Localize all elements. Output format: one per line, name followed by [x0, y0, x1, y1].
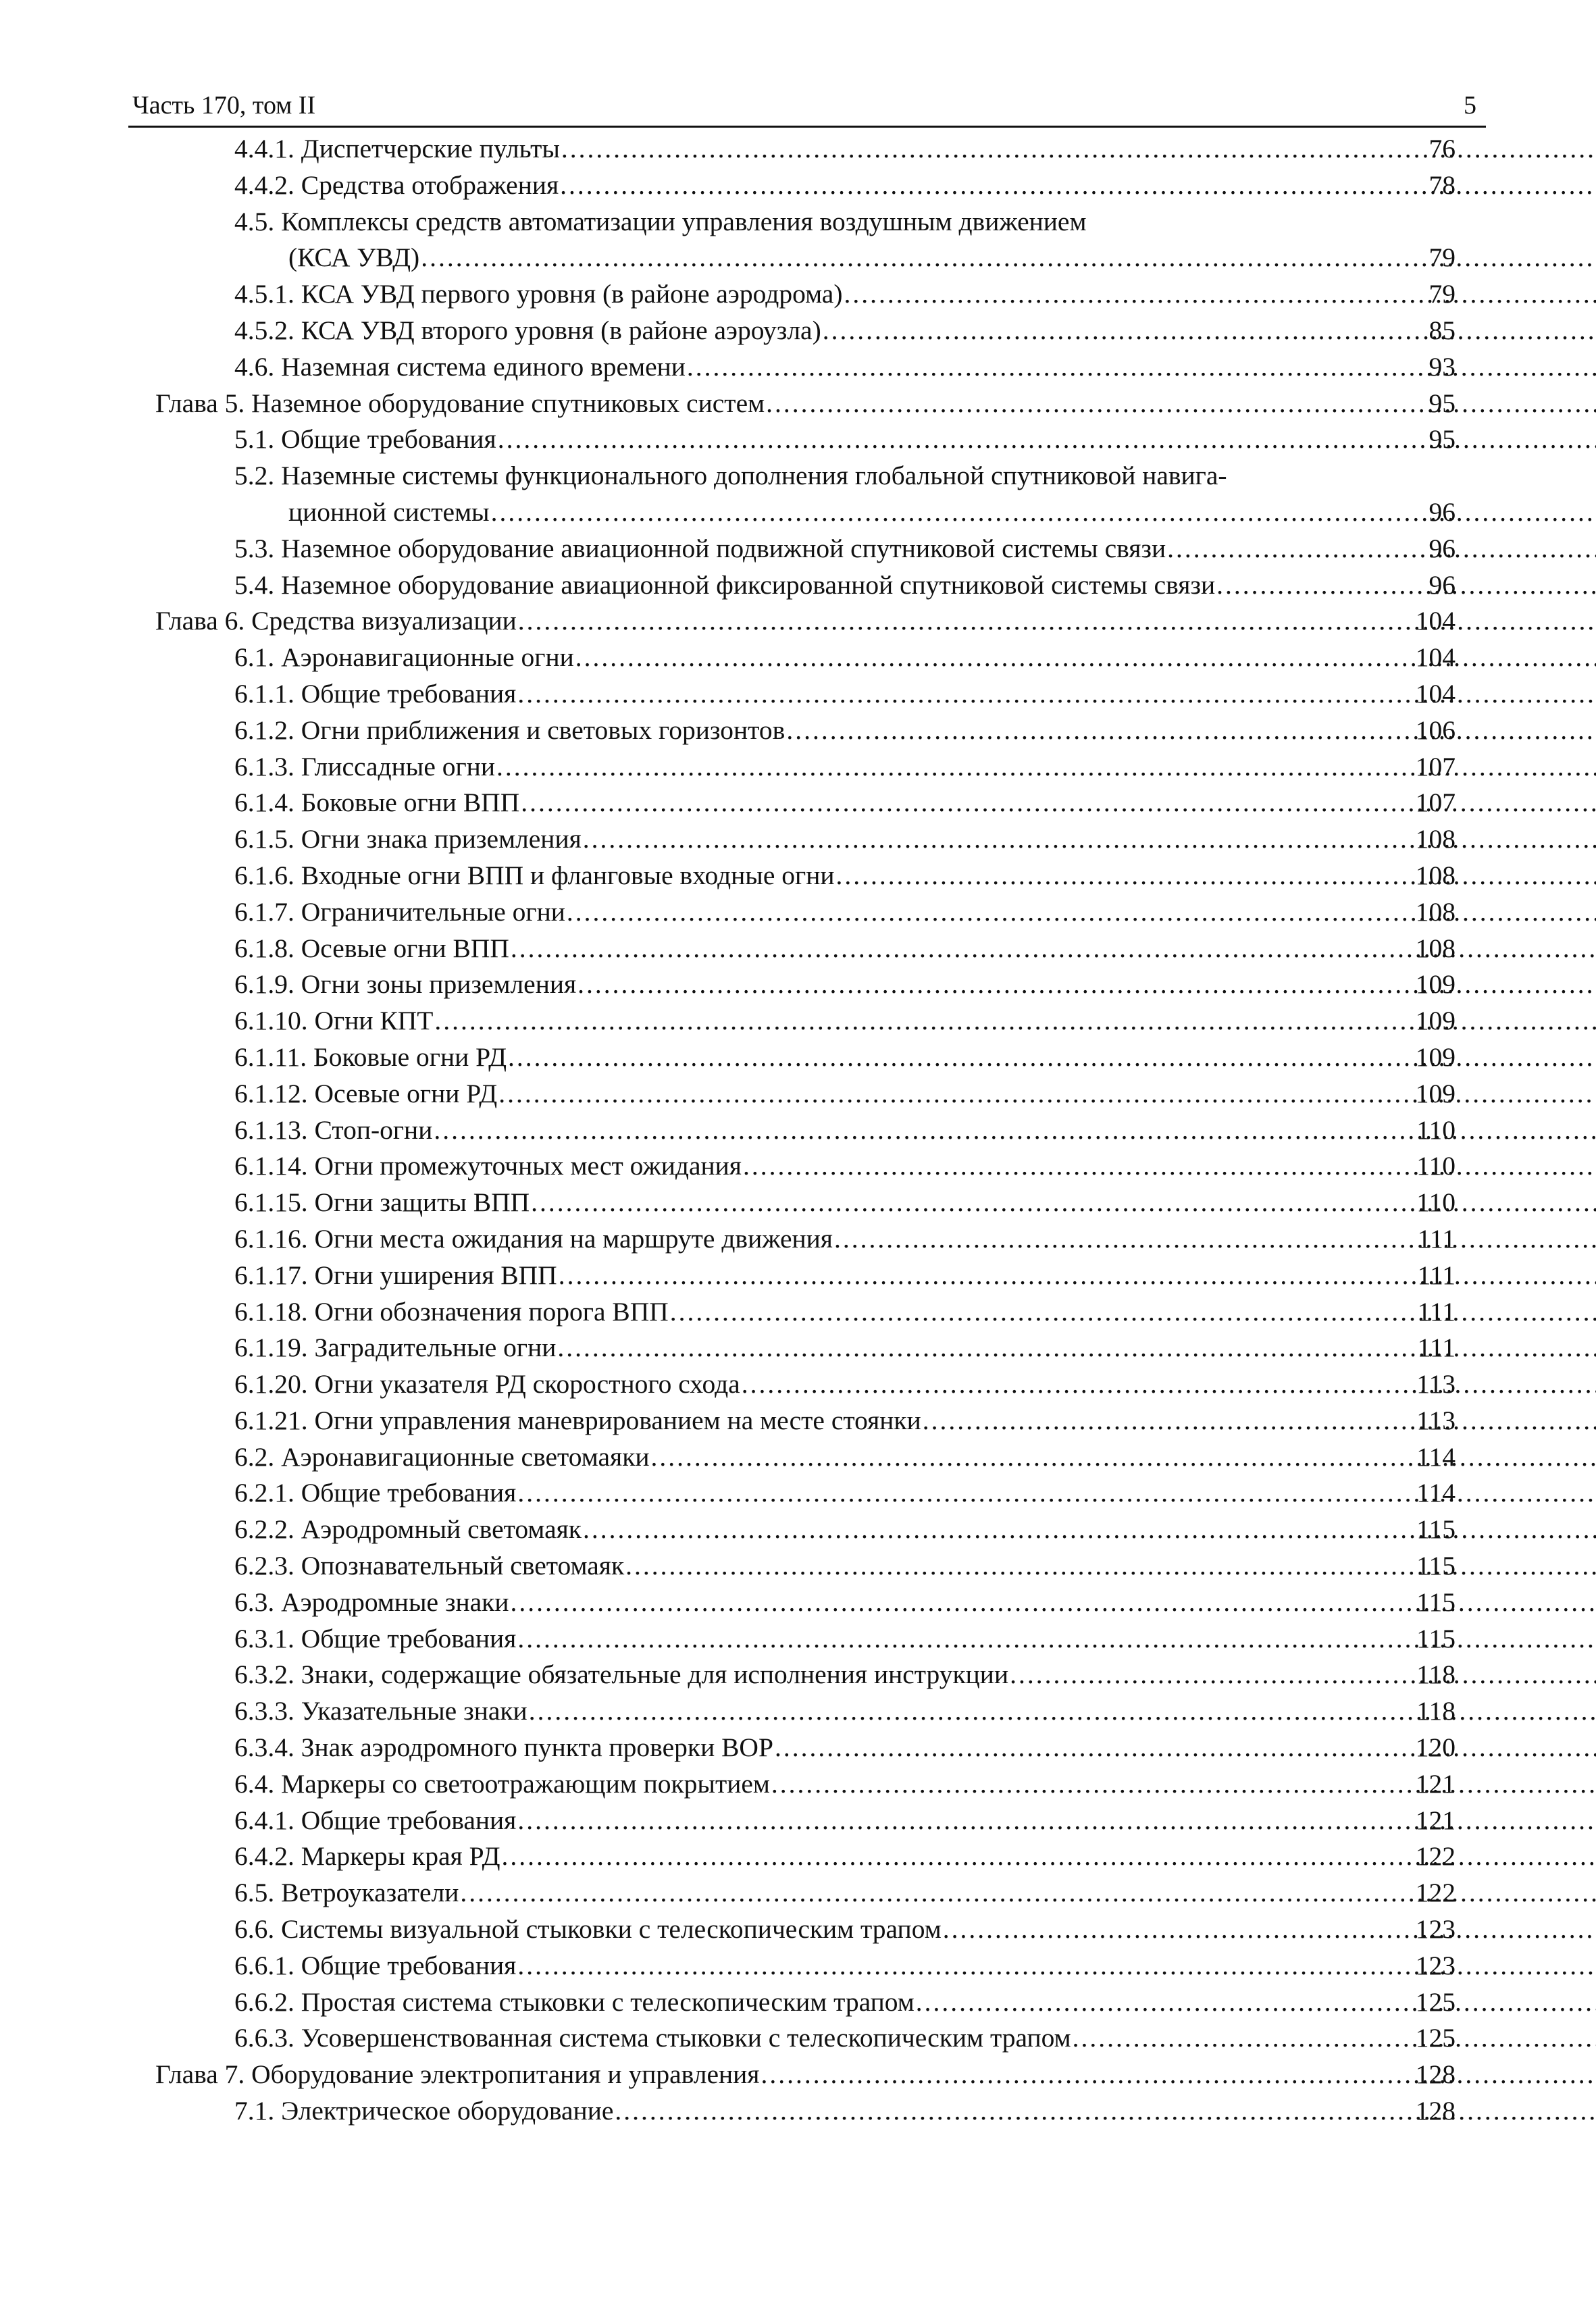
toc-entry-title: 6.3.4. Знак аэродромного пункта проверки ВОР — [234, 1732, 773, 1763]
header-rule — [128, 126, 1486, 128]
toc-entry — [234, 1475, 1456, 1512]
toc-entry — [234, 1185, 1456, 1221]
toc-entry — [234, 204, 1456, 277]
dot-leader — [943, 1911, 1596, 1948]
toc-entry — [234, 567, 1456, 604]
toc-entry-title: 6.6.1. Общие требования — [234, 1950, 517, 1980]
toc-entry — [234, 1948, 1456, 1984]
toc-entry — [234, 421, 1456, 458]
toc-entry — [234, 2093, 1456, 2130]
toc-entry-page: 104 — [1415, 606, 1456, 636]
dot-leader — [670, 1294, 1596, 1331]
toc-entry-title: 6.1.21. Огни управления маневрированием на месте стоянки — [234, 1405, 921, 1435]
toc-entry-title: 6.1.14. Огни промежуточных мест ожидания — [234, 1151, 742, 1181]
toc-entry-title: 7.1. Электрическое оборудование — [234, 2096, 614, 2126]
toc-chapter-entry — [155, 603, 1456, 640]
toc-entry-page: 111 — [1417, 1223, 1456, 1254]
toc-entry-page: 107 — [1415, 788, 1456, 818]
toc-entry-page: 79 — [1428, 242, 1456, 273]
dot-leader — [1073, 2020, 1596, 2057]
toc-entry-title: 6.1.6. Входные огни ВПП и фланговые входные огни — [234, 860, 835, 890]
toc-entry-title: 6.1.5. Огни знака приземления — [234, 824, 582, 854]
toc-entry-title: 6.1.10. Огни КПТ — [234, 1006, 434, 1036]
running-head — [132, 89, 1476, 122]
toc-entry-title-continued: ционной системы — [288, 496, 490, 527]
toc-entry-title: 5.3. Наземное оборудование авиационной подвижной спутниковой системы связи — [234, 533, 1166, 563]
toc-entry-title: 4.4.1. Диспетчерские пульты — [234, 134, 560, 163]
toc-entry-page: 123 — [1415, 1914, 1456, 1945]
toc-entry-page: 118 — [1416, 1696, 1456, 1726]
toc-entry — [234, 676, 1456, 713]
toc-entry-title: 6.3.2. Знаки, содержащие обязательные для исполнения инструкции — [234, 1660, 1009, 1690]
toc-entry-page: 115 — [1416, 1551, 1456, 1581]
toc-entry-page: 110 — [1416, 1187, 1456, 1218]
dot-leader — [823, 313, 1596, 349]
dot-leader — [775, 1730, 1596, 1766]
toc-entry-title: 6.1.8. Осевые огни ВПП — [234, 933, 509, 963]
table-of-contents — [0, 131, 1596, 2130]
toc-entry — [234, 1148, 1456, 1185]
dot-leader — [771, 1766, 1596, 1803]
toc-entry-page: 122 — [1415, 1841, 1456, 1872]
toc-entry-page: 96 — [1428, 569, 1456, 600]
dot-leader — [742, 1366, 1596, 1403]
toc-entry — [234, 821, 1456, 858]
toc-entry-page: 121 — [1415, 1805, 1456, 1835]
toc-entry-page: 104 — [1415, 642, 1456, 673]
toc-entry-page: 104 — [1415, 678, 1456, 709]
toc-entry-page: 122 — [1415, 1878, 1456, 1908]
dot-leader — [916, 1984, 1596, 2021]
toc-entry — [234, 1585, 1456, 1621]
toc-entry — [234, 931, 1456, 967]
toc-entry-title: 6.2.3. Опознавательный светомаяк — [234, 1551, 625, 1581]
toc-entry-page: 128 — [1415, 2059, 1456, 2090]
toc-entry — [234, 713, 1456, 749]
toc-entry-page: 120 — [1415, 1732, 1456, 1763]
toc-entry — [234, 1766, 1456, 1803]
toc-entry — [234, 1621, 1456, 1657]
toc-entry-title: 4.4.2. Средства отображения — [234, 170, 559, 200]
toc-entry — [234, 1839, 1456, 1875]
toc-entry-page: 125 — [1415, 2023, 1456, 2053]
toc-entry-title: 6.4. Маркеры со светоотражающим покрытием — [234, 1768, 770, 1799]
toc-entry-page: 108 — [1415, 896, 1456, 927]
dot-leader — [766, 386, 1596, 422]
toc-entry-title: 6.1.20. Огни указателя РД скоростного схода — [234, 1369, 740, 1399]
toc-entry-page: 76 — [1428, 134, 1456, 163]
toc-entry-page: 121 — [1415, 1768, 1456, 1799]
toc-entry-page: 125 — [1415, 1986, 1456, 2017]
toc-entry-title: 6.1. Аэронавигационные огни — [234, 642, 574, 673]
toc-entry-title: 6.3.1. Общие требования — [234, 1623, 517, 1653]
toc-entry-page: 107 — [1415, 751, 1456, 781]
toc-entry-title: 6.1.2. Огни приближения и световых горизонтов — [234, 715, 786, 745]
toc-entry — [234, 1693, 1456, 1730]
toc-entry-page: 128 — [1415, 2096, 1456, 2126]
toc-entry-title: 6.6. Системы визуальной стыковки с телескопическим трапом — [234, 1914, 942, 1945]
toc-entry — [234, 2020, 1456, 2057]
toc-entry-title: 6.2.2. Аэродромный светомаяк — [234, 1514, 582, 1545]
toc-entry-title: 6.3.3. Указательные знаки — [234, 1696, 527, 1726]
toc-entry — [234, 349, 1456, 386]
toc-entry-page: 111 — [1417, 1260, 1456, 1290]
toc-entry-title: 5.2. Наземные системы функционального дополнения глобальной спутниковой навига- — [234, 461, 1227, 491]
dot-leader — [1010, 1657, 1596, 1693]
toc-entry-title: 6.1.13. Стоп-огни — [234, 1114, 433, 1145]
toc-entry-title: 6.5. Ветроуказатели — [234, 1878, 459, 1908]
toc-entry-title: 6.6.2. Простая система стыковки с телескопическим трапом — [234, 1986, 915, 2017]
toc-entry — [234, 1911, 1456, 1948]
toc-entry — [234, 131, 1456, 168]
dot-leader — [786, 713, 1596, 749]
toc-entry-page: 115 — [1416, 1587, 1456, 1617]
toc-entry — [234, 313, 1456, 349]
toc-entry — [234, 458, 1456, 531]
dot-leader — [687, 349, 1596, 386]
toc-entry-page: 106 — [1415, 715, 1456, 745]
toc-entry-title: Глава 5. Наземное оборудование спутниковых систем — [155, 388, 765, 418]
dot-leader — [743, 1148, 1596, 1185]
toc-entry — [234, 1803, 1456, 1839]
toc-entry-title: 6.1.4. Боковые огни ВПП — [234, 788, 520, 818]
toc-entry — [234, 1730, 1456, 1766]
toc-entry — [234, 1221, 1456, 1258]
toc-entry-page: 95 — [1428, 388, 1456, 418]
toc-entry-page: 110 — [1416, 1114, 1456, 1145]
toc-entry-page: 113 — [1416, 1405, 1456, 1435]
dot-leader — [835, 858, 1596, 894]
toc-entry-title: 6.3. Аэродромные знаки — [234, 1587, 509, 1617]
toc-entry-page: 85 — [1428, 315, 1456, 345]
toc-entry-page: 115 — [1416, 1623, 1456, 1653]
toc-entry-title: 6.1.11. Боковые огни РД — [234, 1042, 507, 1072]
toc-entry-title: 6.1.1. Общие требования — [234, 678, 517, 709]
toc-entry — [234, 1003, 1456, 1039]
toc-entry-page: 109 — [1415, 1078, 1456, 1108]
toc-entry-page: 109 — [1415, 1006, 1456, 1036]
toc-entry-title-continued: (КСА УВД) — [288, 242, 420, 273]
toc-entry — [234, 640, 1456, 676]
toc-entry — [234, 276, 1456, 313]
toc-entry-title: 5.4. Наземное оборудование авиационной фиксированной спутниковой системы связи — [234, 569, 1216, 600]
toc-entry — [234, 1548, 1456, 1585]
toc-entry-page: 108 — [1415, 860, 1456, 890]
dot-leader — [923, 1403, 1596, 1439]
toc-entry — [234, 967, 1456, 1003]
toc-entry-page: 113 — [1416, 1369, 1456, 1399]
toc-chapter-entry — [155, 386, 1456, 422]
toc-entry-title: 6.6.3. Усовершенствованная система стыковки с телескопическим трапом — [234, 2023, 1071, 2053]
toc-entry-page: 114 — [1416, 1478, 1456, 1508]
toc-entry-page: 110 — [1416, 1151, 1456, 1181]
toc-entry-title: 4.5.1. КСА УВД первого уровня (в районе аэродрома) — [234, 279, 843, 309]
dot-leader — [834, 1221, 1596, 1258]
toc-entry-page: 109 — [1415, 969, 1456, 1000]
toc-entry-page: 115 — [1416, 1514, 1456, 1545]
dot-leader — [761, 2057, 1596, 2093]
toc-entry-page: 111 — [1417, 1296, 1456, 1327]
toc-entry — [234, 1076, 1456, 1112]
toc-entry — [234, 168, 1456, 204]
toc-entry-page: 96 — [1428, 496, 1456, 527]
toc-entry-title: 4.5. Комплексы средств автоматизации управления воздушным движением — [234, 206, 1087, 236]
toc-entry-page: 79 — [1428, 279, 1456, 309]
toc-entry — [234, 749, 1456, 786]
toc-entry-title: 6.1.9. Огни зоны приземления — [234, 969, 577, 1000]
toc-entry-page: 111 — [1417, 1333, 1456, 1363]
toc-entry — [234, 894, 1456, 931]
page-number: 5 — [1464, 91, 1476, 120]
toc-entry-title: 6.2.1. Общие требования — [234, 1478, 517, 1508]
toc-entry — [234, 1112, 1456, 1149]
toc-entry-title: 6.1.16. Огни места ожидания на маршруте движения — [234, 1223, 833, 1254]
toc-entry-title: 6.1.7. Ограничительные огни — [234, 896, 565, 927]
toc-entry-page: 78 — [1428, 170, 1456, 200]
toc-entry — [234, 1039, 1456, 1076]
toc-entry — [234, 531, 1456, 567]
dot-leader — [844, 276, 1596, 313]
toc-entry-title: 6.1.19. Заградительные огни — [234, 1333, 557, 1363]
toc-entry-title: 6.4.2. Маркеры края РД — [234, 1841, 500, 1872]
toc-entry-title: 6.4.1. Общие требования — [234, 1805, 517, 1835]
toc-entry-title: 6.1.3. Глиссадные огни — [234, 751, 495, 781]
toc-entry-page: 108 — [1415, 933, 1456, 963]
toc-entry — [234, 1984, 1456, 2021]
running-head-title: Часть 170, том II — [132, 91, 316, 120]
toc-entry — [234, 858, 1456, 894]
toc-chapter-entry — [155, 2057, 1456, 2093]
toc-entry — [234, 785, 1456, 821]
toc-entry — [234, 1258, 1456, 1294]
toc-entry-title: Глава 7. Оборудование электропитания и управления — [155, 2059, 760, 2090]
toc-entry-page: 96 — [1428, 533, 1456, 563]
toc-entry-page: 95 — [1428, 424, 1456, 455]
toc-entry — [234, 1294, 1456, 1331]
toc-entry-title: 6.1.17. Огни уширения ВПП — [234, 1260, 557, 1290]
toc-entry — [234, 1403, 1456, 1439]
toc-entry-page: 109 — [1415, 1042, 1456, 1072]
toc-entry-title: 6.1.12. Осевые огни РД — [234, 1078, 498, 1108]
toc-entry-page: 108 — [1415, 824, 1456, 854]
toc-entry-page: 93 — [1428, 351, 1456, 382]
toc-entry — [234, 1330, 1456, 1366]
toc-entry-page: 118 — [1416, 1660, 1456, 1690]
toc-entry — [234, 1512, 1456, 1548]
toc-entry-page: 114 — [1416, 1441, 1456, 1472]
toc-entry-page: 123 — [1415, 1950, 1456, 1980]
toc-entry-title: 6.2. Аэронавигационные светомаяки — [234, 1441, 650, 1472]
toc-entry — [234, 1657, 1456, 1693]
toc-entry-title: 6.1.15. Огни защиты ВПП — [234, 1187, 530, 1218]
toc-entry-title: 5.1. Общие требования — [234, 424, 496, 455]
toc-entry-title: 4.6. Наземная система единого времени — [234, 351, 686, 382]
toc-entry-title: Глава 6. Средства визуализации — [155, 606, 517, 636]
toc-entry-title: 6.1.18. Огни обозначения порога ВПП — [234, 1296, 669, 1327]
dot-leader — [1167, 531, 1596, 567]
toc-entry-title: 4.5.2. КСА УВД второго уровня (в районе аэроузла) — [234, 315, 821, 345]
toc-entry — [234, 1366, 1456, 1403]
toc-entry — [234, 1875, 1456, 1911]
toc-entry — [234, 1439, 1456, 1476]
